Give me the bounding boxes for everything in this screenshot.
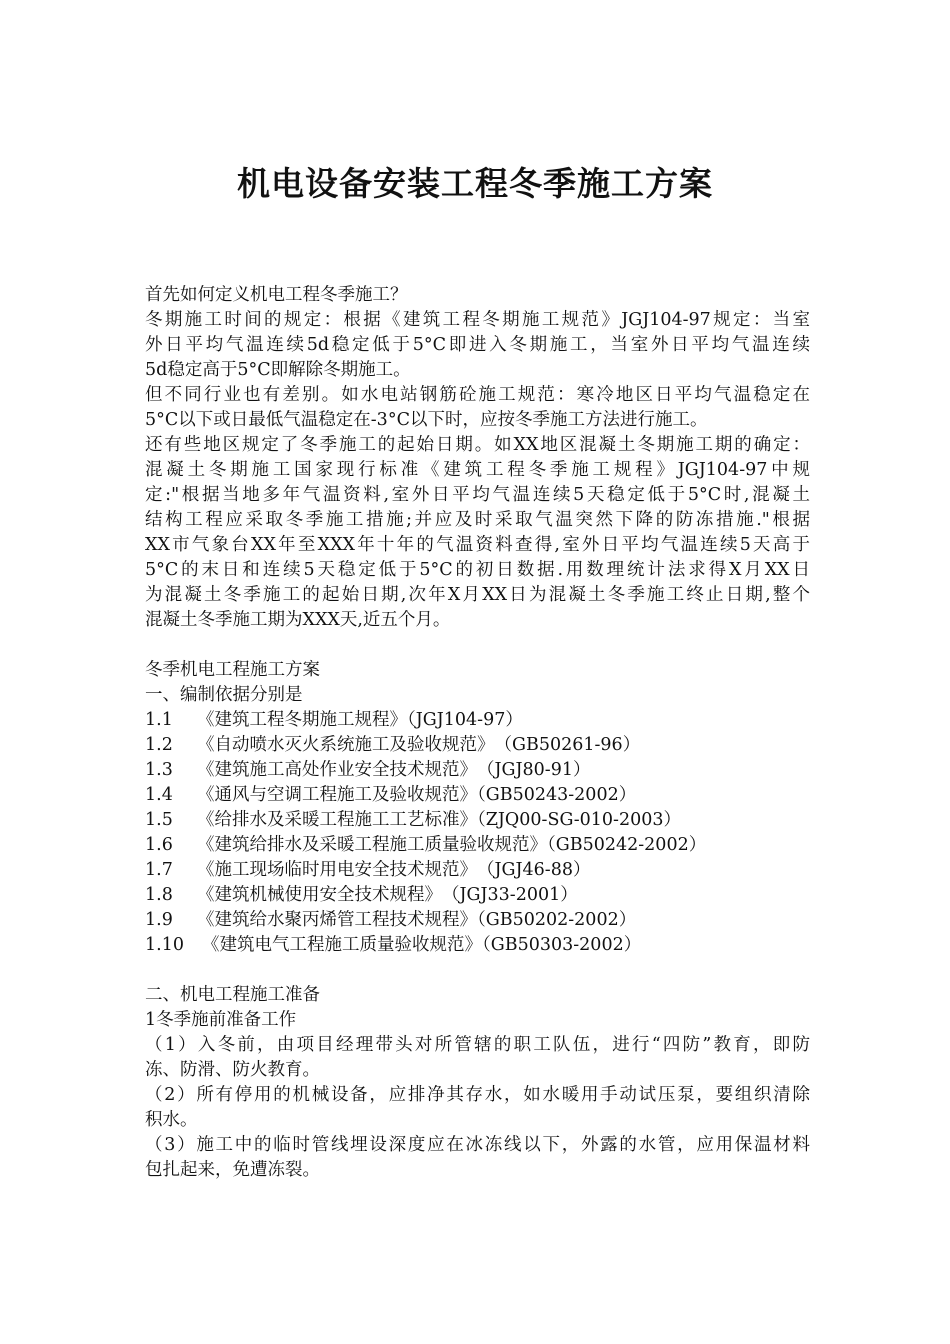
paragraph-line: 定:"根据当地多年气温资料,室外日平均气温连续5天稳定低于5°C时,混凝土	[145, 485, 810, 505]
paragraph-line: 外日平均气温连续5d稳定低于5°C即进入冬期施工，当室外日平均气温连续	[145, 335, 810, 355]
paragraph-line: 5°C以下或日最低气温稳定在-3°C以下时，应按冬季施工方法进行施工。	[145, 410, 708, 430]
reference-text: 《给排水及采暖工程施工工艺标准》（ZJQ00-SG-010-2003）	[197, 810, 682, 830]
section-heading: 冬季机电工程施工方案	[145, 660, 320, 680]
intro-question: 首先如何定义机电工程冬季施工？	[145, 285, 408, 305]
paragraph-line: （1）入冬前，由项目经理带头对所管辖的职工队伍，进行“四防”教育，即防	[145, 1035, 810, 1055]
paragraph-line: 为混凝土冬季施工的起始日期,次年X月XX日为混凝土冬季施工终止日期,整个	[145, 585, 810, 605]
paragraph-line: 积水。	[145, 1110, 198, 1130]
reference-number: 1.5	[145, 810, 173, 830]
paragraph-line: XX市气象台XX年至XXX年十年的气温资料查得,室外日平均气温连续5天高于	[145, 535, 810, 555]
reference-item	[145, 733, 810, 758]
section-subheading: 1冬季施前准备工作	[145, 1010, 297, 1030]
reference-item	[145, 858, 810, 883]
reference-text: 《建筑给排水及采暖工程施工质量验收规范》（GB50242-2002）	[197, 835, 707, 855]
reference-item	[145, 783, 810, 808]
reference-item	[145, 758, 810, 783]
reference-text: 《自动喷水灭火系统施工及验收规范》 （GB50261-96）	[197, 735, 641, 755]
paragraph-line: 还有些地区规定了冬季施工的起始日期。如XX地区混凝土冬期施工期的确定：	[145, 435, 810, 455]
reference-number: 1.6	[145, 835, 173, 855]
paragraph-line: 混凝土冬季施工期为XXX天,近五个月。	[145, 610, 451, 630]
paragraph-line: （3）施工中的临时管线埋设深度应在冰冻线以下，外露的水管，应用保温材料	[145, 1135, 810, 1155]
reference-item	[145, 908, 810, 933]
paragraph-line: 混凝土冬期施工国家现行标准《建筑工程冬季施工规程》JGJ104-97中规	[145, 460, 810, 480]
reference-text: 《建筑机械使用安全技术规程》 （JGJ33-2001）	[197, 885, 578, 905]
section-subheading: 一、编制依据分别是	[145, 685, 303, 705]
reference-item	[145, 933, 810, 958]
reference-item	[145, 808, 810, 833]
reference-number: 1.9	[145, 910, 173, 930]
paragraph-gap	[145, 958, 810, 983]
paragraph-gap	[145, 633, 810, 658]
paragraph-line: 但不同行业也有差别。如水电站钢筋砼施工规范：寒冷地区日平均气温稳定在	[145, 385, 810, 405]
reference-number: 1.10	[145, 935, 184, 955]
paragraph-line: 5°C的末日和连续5天稳定低于5°C的初日数据.用数理统计法求得X月XX日	[145, 560, 810, 580]
reference-item	[145, 833, 810, 858]
paragraph-line: （2）所有停用的机械设备，应排净其存水，如水暖用手动试压泵，要组织清除	[145, 1085, 810, 1105]
reference-text: 《建筑给水聚丙烯管工程技术规程》（GB50202-2002）	[197, 910, 637, 930]
paragraph-line: 5d稳定高于5°C即解除冬期施工。	[145, 360, 411, 380]
reference-number: 1.2	[145, 735, 173, 755]
section-heading: 二、机电工程施工准备	[145, 985, 320, 1005]
paragraph-line: 包扎起来，免遭冻裂。	[145, 1160, 320, 1180]
reference-number: 1.4	[145, 785, 173, 805]
reference-number: 1.7	[145, 860, 173, 880]
reference-text: 《通风与空调工程施工及验收规范》（GB50243-2002）	[197, 785, 637, 805]
document-body	[145, 283, 810, 1183]
paragraph-line: 冻、防滑、防火教育。	[145, 1060, 320, 1080]
paragraph-line: 结构工程应采取冬季施工措施;并应及时采取气温突然下降的防冻措施."根据	[145, 510, 810, 530]
reference-number: 1.8	[145, 885, 173, 905]
reference-item	[145, 883, 810, 908]
reference-text: 《施工现场临时用电安全技术规范》 （JGJ46-88）	[197, 860, 591, 880]
page-title: 机电设备安装工程冬季施工方案	[237, 164, 713, 203]
reference-text: 《建筑工程冬期施工规程》（JGJ104-97）	[197, 710, 523, 730]
reference-number: 1.3	[145, 760, 173, 780]
paragraph-line: 冬期施工时间的规定：根据《建筑工程冬期施工规范》JGJ104-97规定：当室	[145, 310, 810, 330]
reference-item	[145, 708, 810, 733]
reference-text: 《建筑施工高处作业安全技术规范》 （JGJ80-91）	[197, 760, 591, 780]
reference-text: 《建筑电气工程施工质量验收规范》（GB50303-2002）	[202, 935, 642, 955]
reference-number: 1.1	[145, 710, 173, 730]
